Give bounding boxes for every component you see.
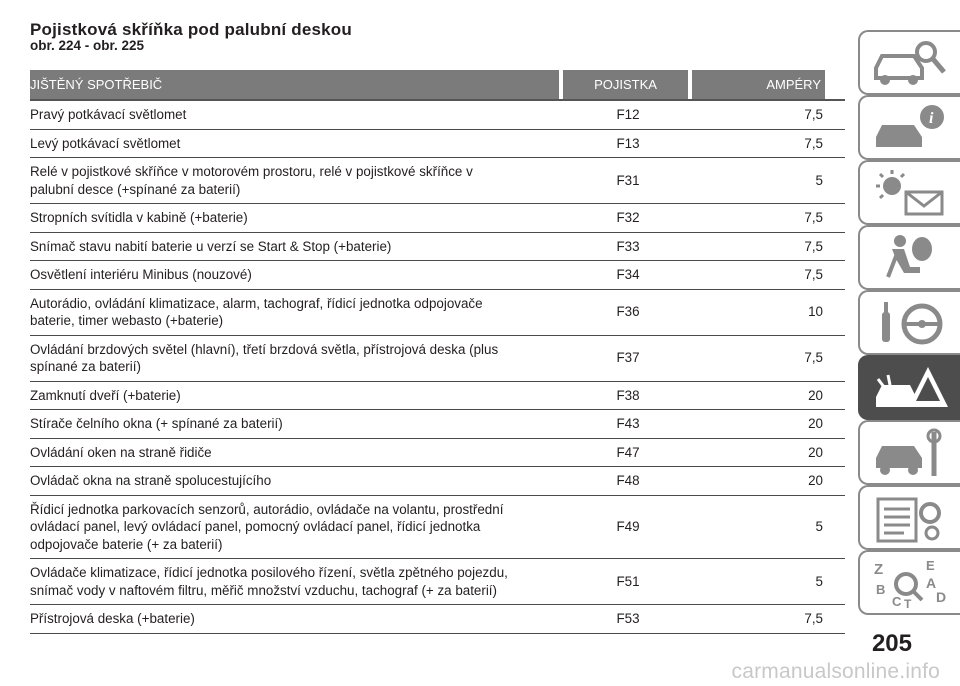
consumer-cell: Snímač stavu nabití baterie u verzí se Start & Stop (+baterie) (30, 238, 392, 254)
tab-car-service[interactable] (858, 420, 960, 485)
table-row (30, 559, 845, 605)
footer-watermark: carmanualsonline.info (731, 660, 940, 683)
car-info-icon (870, 103, 950, 155)
fuse-cell: F48 (616, 473, 640, 488)
amps-cell: 5 (815, 519, 823, 534)
consumer-cell: Ovládání oken na straně řidiče (30, 444, 212, 460)
table-row (30, 496, 845, 560)
airbag-seat-icon (870, 233, 950, 285)
consumer-cell: Stropních svítidla v kabině (+baterie) (30, 210, 248, 225)
table-row (30, 158, 845, 204)
table-row (30, 410, 845, 439)
tab-emergency[interactable] (858, 355, 960, 420)
tab-technical-data[interactable] (858, 485, 960, 550)
table-row (30, 467, 845, 496)
key-steering-wheel-icon (870, 298, 950, 350)
fuse-cell: F51 (616, 573, 640, 589)
fuse-table (30, 70, 845, 634)
amps-cell: 7,5 (804, 135, 823, 151)
section-title: Pojistková skříňka pod palubní deskou (30, 20, 352, 39)
amps-cell: 20 (808, 387, 823, 403)
tab-alphabetical-index[interactable] (858, 550, 960, 615)
consumer-cell: Osvětlení interiéru Minibus (nouzové) (30, 267, 252, 282)
table-body (30, 101, 845, 634)
amps-cell: 5 (815, 172, 823, 188)
amps-cell: 7,5 (804, 210, 823, 225)
consumer-cell: Přístrojová deska (+baterie) (30, 611, 195, 626)
index-letter: A (926, 575, 937, 591)
table-row (30, 204, 845, 233)
index-letter: B (876, 582, 886, 597)
fuse-cell: F36 (616, 304, 640, 320)
consumer-cell: Ovládač okna na straně spolucestujícího (30, 473, 272, 488)
tab-car-info[interactable] (858, 95, 960, 160)
amps-cell: 7,5 (804, 267, 823, 282)
consumer-cell: Stírače čelního okna (+ spínané za baterií) (30, 416, 283, 431)
chapter-sidebar (858, 30, 960, 615)
consumer-cell: Ovládače klimatizace, řídicí jednotka posilového řízení, světla zpětného pojezdu, snímač vody v naftovém filtru, měřič množství vzduchu, tachograf (+ za baterií) (30, 565, 508, 598)
fuse-cell: F49 (616, 519, 640, 534)
amps-cell: 20 (808, 473, 823, 488)
fuse-cell: F43 (616, 416, 640, 431)
table-header (30, 70, 845, 101)
fuse-cell: F33 (616, 238, 640, 254)
consumer-cell: Autorádio, ovládání klimatizace, alarm, tachograf, řídicí jednotka odpojovače baterie, timer webasto (+baterie) (30, 295, 483, 328)
amps-cell: 20 (808, 416, 823, 431)
technical-data-icon (870, 493, 950, 545)
table-row (30, 336, 845, 382)
fuse-cell: F38 (616, 387, 640, 403)
index-letter: C (892, 594, 902, 609)
tab-car-search[interactable] (858, 30, 960, 95)
svg-text:i: i (929, 110, 934, 127)
car-service-icon (870, 428, 950, 480)
index-letter: E (926, 558, 935, 573)
index-letter: D (936, 589, 947, 605)
tab-lights-warning[interactable] (858, 160, 960, 225)
header-consumer: JIŠTĚNÝ SPOTŘEBIČ (30, 70, 559, 99)
consumer-cell: Levý potkávací světlomet (30, 135, 181, 151)
fuse-cell: F37 (616, 350, 640, 366)
index-letter: Z (874, 561, 884, 578)
tab-airbag-seat[interactable] (858, 225, 960, 290)
index-letter: T (904, 597, 912, 610)
amps-cell: 20 (808, 444, 823, 460)
fuse-cell: F13 (616, 135, 640, 151)
table-row (30, 130, 845, 159)
car-emergency-icon (870, 363, 950, 415)
amps-cell: 10 (808, 304, 823, 320)
header-amps: AMPÉRY (692, 70, 825, 99)
table-row (30, 439, 845, 468)
fuse-cell: F12 (616, 107, 640, 122)
consumer-cell: Zamknutí dveří (+baterie) (30, 387, 181, 403)
consumer-cell: Řídicí jednotka parkovacích senzorů, autorádio, ovládače na volantu, prostřední ovládací panel, levý ovládací panel, pomocný ovládací panel, řídicí jednotka odpojovače baterie (+ za baterií) (30, 501, 504, 552)
fuse-cell: F34 (616, 267, 640, 282)
fuse-cell: F53 (616, 611, 640, 626)
table-row (30, 261, 845, 290)
amps-cell: 7,5 (804, 107, 823, 122)
table-row (30, 233, 845, 262)
alphabetical-index-icon (870, 558, 950, 610)
lights-warning-icon (870, 168, 950, 220)
amps-cell: 5 (815, 573, 823, 589)
table-row (30, 382, 845, 411)
amps-cell: 7,5 (804, 611, 823, 626)
fuse-cell: F32 (616, 210, 640, 225)
page-number: 205 (871, 630, 912, 657)
fuse-cell: F31 (616, 172, 640, 188)
amps-cell: 7,5 (804, 238, 823, 254)
table-row (30, 290, 845, 336)
figure-reference: obr. 224 - obr. 225 (30, 38, 145, 53)
table-row (30, 605, 845, 634)
header-fuse: POJISTKA (563, 70, 688, 99)
consumer-cell: Relé v pojistkové skříňce v motorovém prostoru, relé v pojistkové skříňce v palubní desce (+spínané za baterií) (30, 164, 473, 197)
consumer-cell: Ovládání brzdových světel (hlavní), třetí brzdová světla, přístrojová deska (plus spínané za baterií) (30, 341, 499, 374)
consumer-cell: Pravý potkávací světlomet (30, 107, 187, 122)
amps-cell: 7,5 (804, 350, 823, 366)
car-search-icon (870, 38, 950, 90)
table-row (30, 101, 845, 130)
fuse-cell: F47 (616, 444, 640, 460)
tab-key-steering[interactable] (858, 290, 960, 355)
